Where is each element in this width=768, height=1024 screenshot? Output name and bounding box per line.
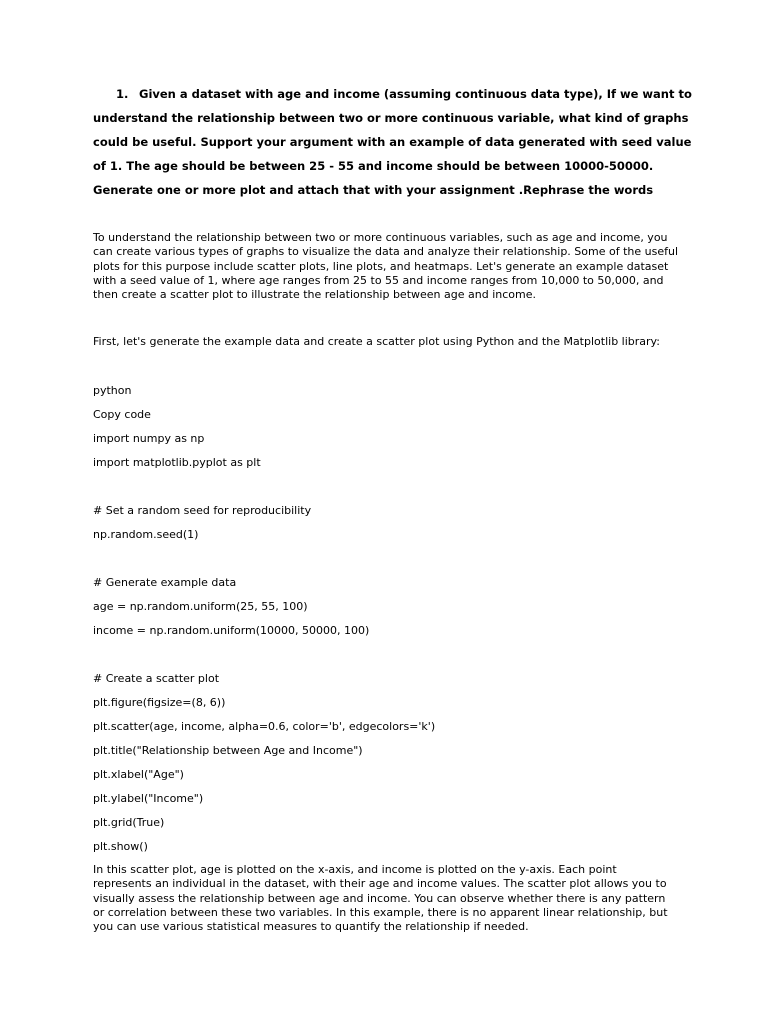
code-spacer [93, 647, 678, 671]
code-line: plt.grid(True) [93, 816, 165, 829]
copy-code-label: Copy code [93, 408, 151, 421]
code-line: plt.scatter(age, income, alpha=0.6, color='b', edgecolors='k') [93, 720, 436, 733]
code-line: import matplotlib.pyplot as plt [93, 456, 261, 469]
code-comment: # Generate example data [93, 576, 237, 589]
code-language-label: python [93, 384, 132, 397]
code-comment: # Create a scatter plot [93, 672, 220, 685]
code-line: plt.show() [93, 840, 148, 853]
code-line: np.random.seed(1) [93, 528, 199, 541]
question-line: Generate one or more plot and attach that with your assignment .Rephrase the words [93, 183, 654, 197]
code-line: income = np.random.uniform(10000, 50000, 100) [93, 624, 370, 637]
question-line: could be useful. Support your argument with an example of data generated with seed value [93, 135, 692, 149]
question-block [93, 86, 692, 206]
code-spacer [93, 479, 678, 503]
code-block [93, 383, 678, 863]
question-line: of 1. The age should be between 25 - 55 and income should be between 10000-50000. [93, 159, 654, 173]
code-line: plt.xlabel("Age") [93, 768, 184, 781]
question-number: 1. [116, 87, 129, 101]
code-line: plt.ylabel("Income") [93, 792, 204, 805]
question-line: understand the relationship between two or more continuous variable, what kind of graphs [93, 111, 689, 125]
explanation-paragraph: In this scatter plot, age is plotted on the x-axis, and income is plotted on the y-axis. Each point represents an individual in the dataset, with their age and income values. The scatter plot allows you to visually assess the relationship between age and income. You can observe whether there is any pattern or correlation between these two variables. In this example, there is no apparent linear relationship, but you can use various statistical measures to quantify the relationship if needed. [93, 863, 668, 934]
code-line: plt.title("Relationship between Age and Income") [93, 744, 363, 757]
lead-paragraph: First, let's generate the example data and create a scatter plot using Python and the Matplotlib library: [93, 335, 660, 348]
question-text: Given a dataset with age and income (assuming continuous data type), If we want to [139, 87, 692, 101]
code-line: age = np.random.uniform(25, 55, 100) [93, 600, 308, 613]
code-spacer [93, 551, 678, 575]
code-comment: # Set a random seed for reproducibility [93, 504, 312, 517]
code-line: import numpy as np [93, 432, 205, 445]
code-line: plt.figure(figsize=(8, 6)) [93, 696, 226, 709]
intro-paragraph: To understand the relationship between two or more continuous variables, such as age and income, you can create various types of graphs to visualize the data and analyze their relationship. Some of the useful plots for this purpose include scatter plots, line plots, and heatmaps. Let's generate an example dataset with a seed value of 1, where age ranges from 25 to 55 and income ranges from 10,000 to 50,000, and then create a scatter plot to illustrate the relationship between age and income. [93, 231, 679, 302]
question-line [93, 86, 692, 110]
